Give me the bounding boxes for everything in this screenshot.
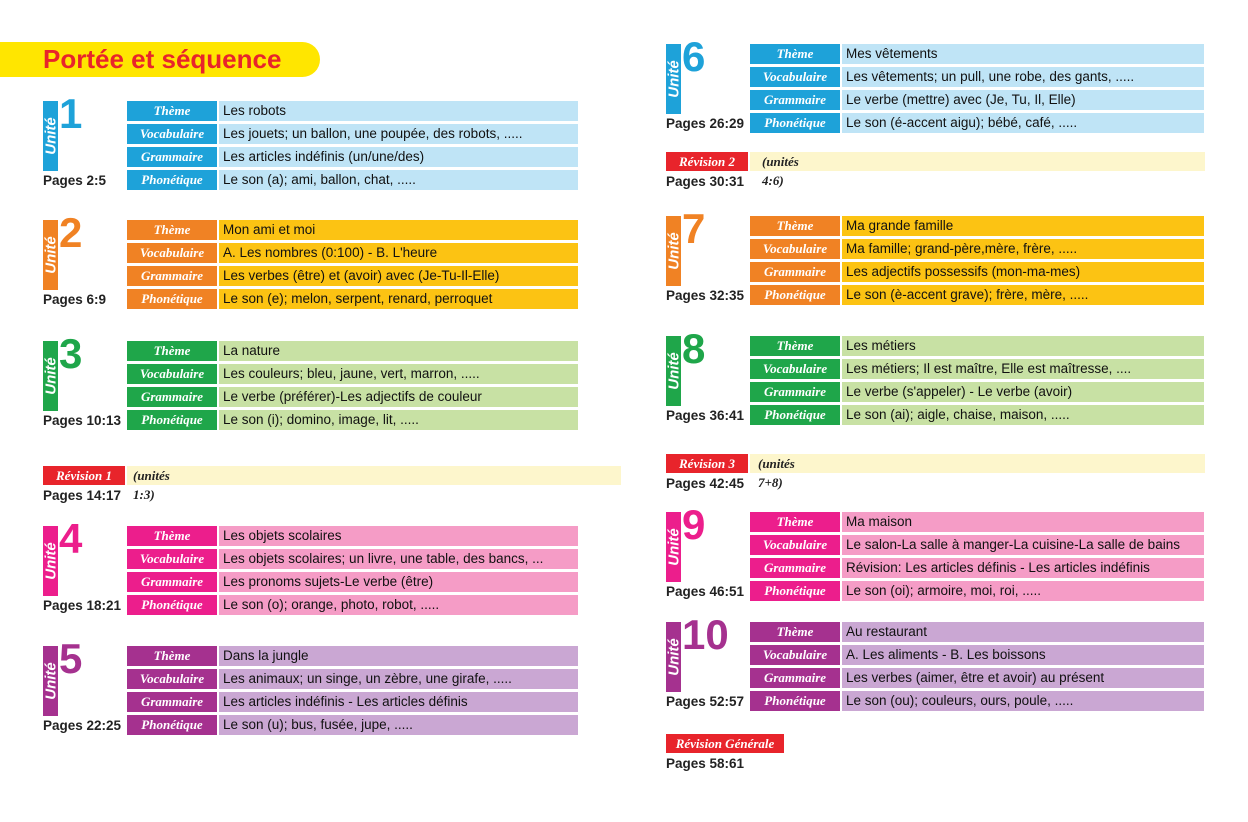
unit-word: Unité (665, 528, 682, 566)
grammaire-value: Les verbes (être) et (avoir) avec (Je-Tu-Il-Elle) (219, 266, 578, 286)
theme-label: Thème (750, 336, 840, 356)
grammaire-label: Grammaire (750, 90, 840, 110)
unit-word-badge (666, 336, 681, 406)
theme-label: Thème (750, 44, 840, 64)
vocabulaire-value: Les objets scolaires; un livre, une table, des bancs, ... (219, 549, 578, 569)
theme-value: Ma grande famille (842, 216, 1204, 236)
unit-word: Unité (42, 117, 59, 155)
revision-band (750, 152, 1205, 188)
unit-word-badge (43, 646, 58, 716)
vocabulaire-value: Ma famille; grand-père,mère, frère, ..... (842, 239, 1204, 259)
unit-word-badge (666, 622, 681, 692)
vocabulaire-label: Vocabulaire (750, 535, 840, 555)
theme-label: Thème (127, 646, 217, 666)
phonetique-label: Phonétique (127, 170, 217, 190)
vocabulaire-label: Vocabulaire (127, 243, 217, 263)
page-title: Portée et séquence (43, 44, 282, 74)
grammaire-value: Les articles indéfinis (un/une/des) (219, 147, 578, 167)
revision-pages: Pages 58:61 (666, 756, 745, 771)
unit-word-badge (43, 101, 58, 171)
phonetique-label: Phonétique (750, 113, 840, 133)
grammaire-value: Les pronoms sujets-Le verbe (être) (219, 572, 578, 592)
phonetique-label: Phonétique (750, 581, 840, 601)
revision-band (750, 454, 1205, 490)
unit-pages: Pages 52:57 (666, 694, 745, 709)
revision-pages: Pages 42:45 (666, 476, 745, 491)
vocabulaire-value: Les jouets; un ballon, une poupée, des robots, ..... (219, 124, 578, 144)
revision-label: Révision 1 (43, 466, 125, 485)
unit-number: 7 (682, 205, 706, 252)
phonetique-value: Le son (e); melon, serpent, renard, perroquet (219, 289, 578, 309)
grammaire-value: Les verbes (aimer, être et avoir) au présent (842, 668, 1204, 688)
unit-word: Unité (42, 236, 59, 274)
theme-label: Thème (127, 341, 217, 361)
unit-pages: Pages 32:35 (666, 288, 745, 303)
unit-number: 3 (59, 330, 83, 377)
grammaire-value: Le verbe (mettre) avec (Je, Tu, Il, Elle) (842, 90, 1204, 110)
unit-word-badge (666, 216, 681, 286)
grammaire-label: Grammaire (127, 572, 217, 592)
grammaire-label: Grammaire (750, 262, 840, 282)
phonetique-value: Le son (é-accent aigu); bébé, café, ..... (842, 113, 1204, 133)
vocabulaire-value: Les couleurs; bleu, jaune, vert, marron, ..... (219, 364, 578, 384)
vocabulaire-label: Vocabulaire (127, 124, 217, 144)
unit-word-badge (666, 512, 681, 582)
unit-number: 6 (682, 33, 706, 80)
vocabulaire-value: Les animaux; un singe, un zèbre, une girafe, ..... (219, 669, 578, 689)
grammaire-label: Grammaire (127, 692, 217, 712)
theme-value: Mes vêtements (842, 44, 1204, 64)
vocabulaire-label: Vocabulaire (750, 359, 840, 379)
phonetique-value: Le son (o); orange, photo, robot, ..... (219, 595, 578, 615)
phonetique-value: Le son (ai); aigle, chaise, maison, ..... (842, 405, 1204, 425)
phonetique-label: Phonétique (750, 691, 840, 711)
revision-label: Révision 2 (666, 152, 748, 171)
theme-label: Thème (750, 216, 840, 236)
unit-pages: Pages 10:13 (43, 413, 122, 428)
phonetique-label: Phonétique (127, 595, 217, 615)
vocabulaire-value: Les vêtements; un pull, une robe, des gants, ..... (842, 67, 1204, 87)
vocabulaire-value: A. Les aliments - B. Les boissons (842, 645, 1204, 665)
grammaire-label: Grammaire (127, 387, 217, 407)
unit-word: Unité (42, 357, 59, 395)
theme-label: Thème (127, 526, 217, 546)
unit-word: Unité (665, 232, 682, 270)
grammaire-label: Grammaire (127, 266, 217, 286)
grammaire-value: Révision: Les articles définis - Les articles indéfinis (842, 558, 1204, 578)
theme-value: Mon ami et moi (219, 220, 578, 240)
phonetique-value: Le son (ou); couleurs, ours, poule, ..... (842, 691, 1204, 711)
unit-word-badge (666, 44, 681, 114)
grammaire-value: Le verbe (s'appeler) - Le verbe (avoir) (842, 382, 1204, 402)
unit-pages: Pages 46:51 (666, 584, 745, 599)
phonetique-label: Phonétique (127, 410, 217, 430)
unit-number: 10 (682, 611, 729, 658)
grammaire-label: Grammaire (127, 147, 217, 167)
unit-word: Unité (42, 542, 59, 580)
unit-pages: Pages 2:5 (43, 173, 107, 188)
theme-label: Thème (750, 622, 840, 642)
revision-pages: Pages 14:17 (43, 488, 122, 503)
grammaire-value: Les articles indéfinis - Les articles définis (219, 692, 578, 712)
theme-value: La nature (219, 341, 578, 361)
theme-label: Thème (127, 101, 217, 121)
revision-units: (unités 4:6) (762, 154, 799, 188)
theme-value: Au restaurant (842, 622, 1204, 642)
vocabulaire-label: Vocabulaire (750, 67, 840, 87)
phonetique-label: Phonétique (750, 405, 840, 425)
theme-value: Ma maison (842, 512, 1204, 532)
unit-number: 8 (682, 325, 706, 372)
unit-number: 1 (59, 90, 83, 137)
theme-value: Dans la jungle (219, 646, 578, 666)
unit-pages: Pages 36:41 (666, 408, 745, 423)
revision-band (127, 466, 621, 502)
unit-pages: Pages 18:21 (43, 598, 122, 613)
revision-label: Révision Générale (666, 734, 784, 753)
unit-word-badge (43, 526, 58, 596)
phonetique-value: Le son (i); domino, image, lit, ..... (219, 410, 578, 430)
vocabulaire-value: Les métiers; Il est maître, Elle est maîtresse, .... (842, 359, 1204, 379)
unit-number: 5 (59, 635, 83, 682)
vocabulaire-value: Le salon-La salle à manger-La cuisine-La salle de bains (842, 535, 1204, 555)
vocabulaire-label: Vocabulaire (127, 669, 217, 689)
revision-units: (unités 1:3) (133, 468, 170, 502)
phonetique-label: Phonétique (127, 715, 217, 735)
vocabulaire-label: Vocabulaire (750, 239, 840, 259)
grammaire-value: Le verbe (préférer)-Les adjectifs de couleur (219, 387, 578, 407)
vocabulaire-label: Vocabulaire (127, 364, 217, 384)
theme-label: Thème (750, 512, 840, 532)
revision-label: Révision 3 (666, 454, 748, 473)
unit-number: 4 (59, 515, 83, 562)
unit-word: Unité (665, 638, 682, 676)
theme-label: Thème (127, 220, 217, 240)
revision-pages: Pages 30:31 (666, 174, 745, 189)
unit-number: 2 (59, 209, 83, 256)
vocabulaire-value: A. Les nombres (0:100) - B. L'heure (219, 243, 578, 263)
unit-pages: Pages 6:9 (43, 292, 107, 307)
phonetique-value: Le son (è-accent grave); frère, mère, ..... (842, 285, 1204, 305)
grammaire-label: Grammaire (750, 558, 840, 578)
unit-word: Unité (665, 352, 682, 390)
grammaire-label: Grammaire (750, 668, 840, 688)
unit-word-badge (43, 341, 58, 411)
phonetique-value: Le son (a); ami, ballon, chat, ..... (219, 170, 578, 190)
theme-value: Les robots (219, 101, 578, 121)
revision-units: (unités 7+8) (758, 456, 795, 490)
vocabulaire-label: Vocabulaire (127, 549, 217, 569)
phonetique-value: Le son (u); bus, fusée, jupe, ..... (219, 715, 578, 735)
grammaire-value: Les adjectifs possessifs (mon-ma-mes) (842, 262, 1204, 282)
theme-value: Les objets scolaires (219, 526, 578, 546)
unit-word-badge (43, 220, 58, 290)
unit-number: 9 (682, 501, 706, 548)
vocabulaire-label: Vocabulaire (750, 645, 840, 665)
grammaire-label: Grammaire (750, 382, 840, 402)
phonetique-value: Le son (oi); armoire, moi, roi, ..... (842, 581, 1204, 601)
phonetique-label: Phonétique (750, 285, 840, 305)
unit-pages: Pages 22:25 (43, 718, 122, 733)
unit-word: Unité (42, 662, 59, 700)
unit-word: Unité (665, 60, 682, 98)
theme-value: Les métiers (842, 336, 1204, 356)
phonetique-label: Phonétique (127, 289, 217, 309)
unit-pages: Pages 26:29 (666, 116, 745, 131)
